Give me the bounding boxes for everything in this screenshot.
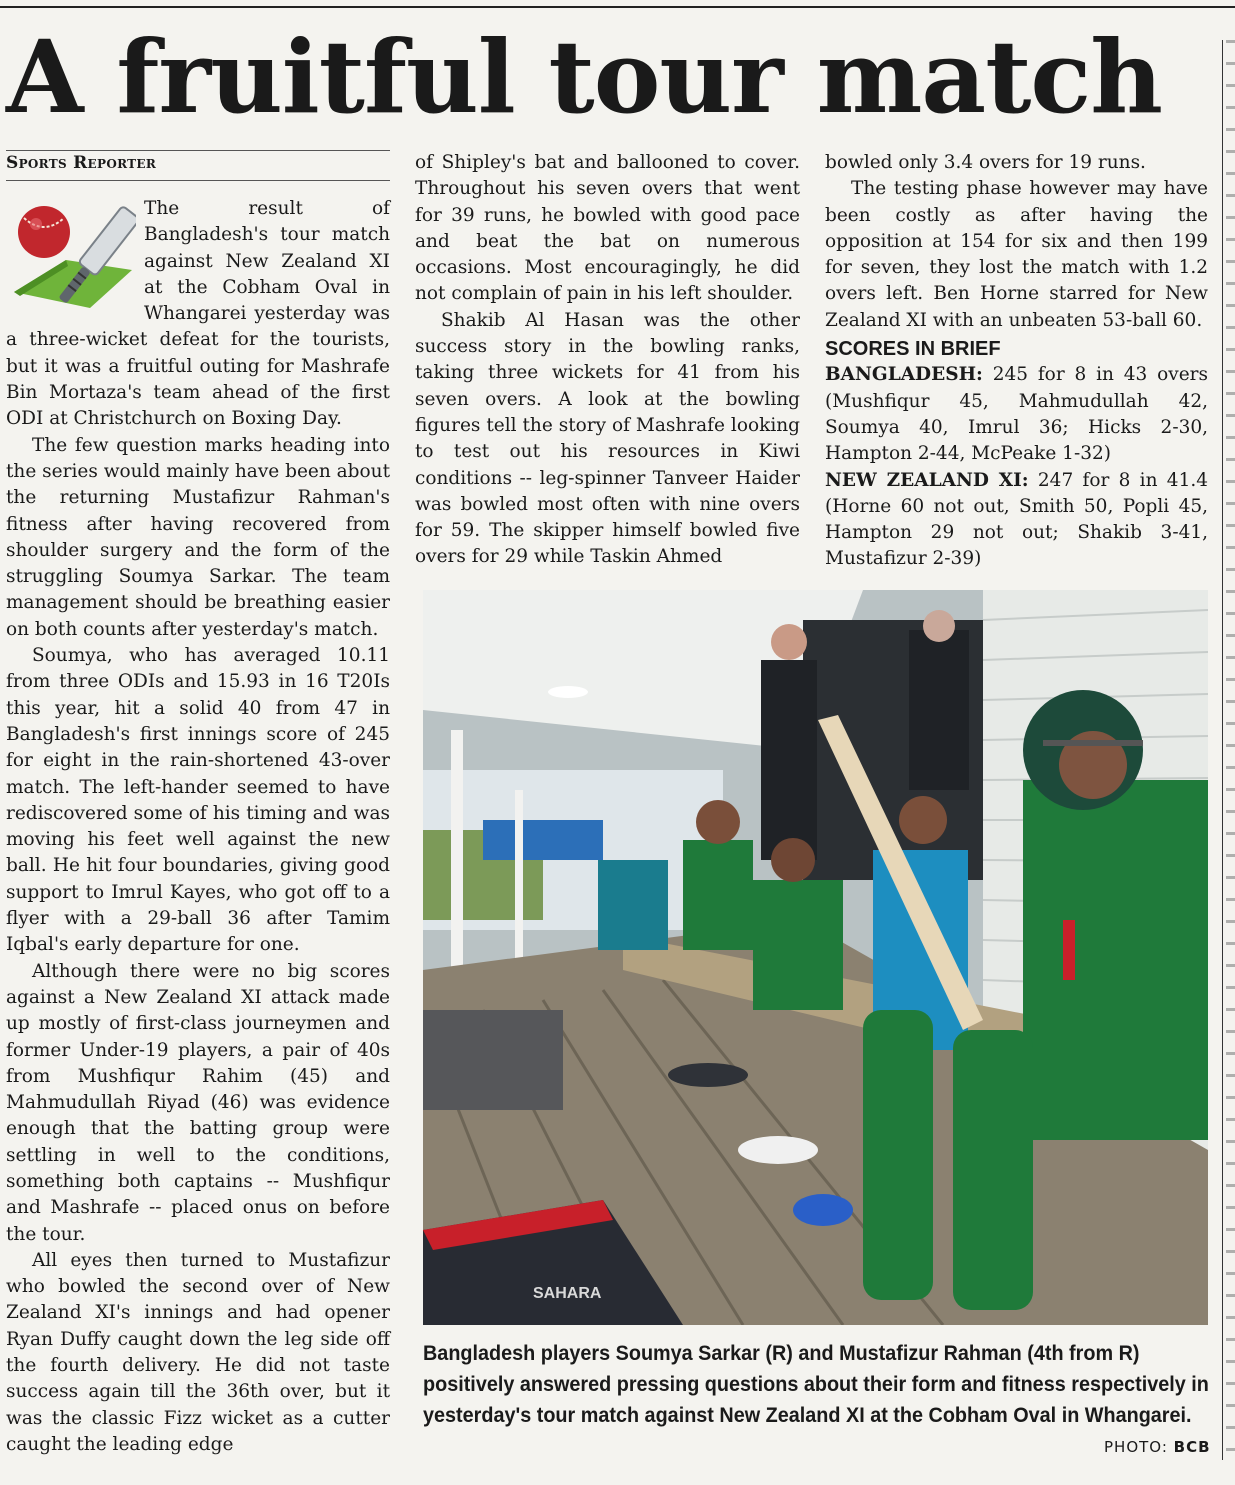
shoe [738,1136,818,1164]
paragraph: bowled only 3.4 overs for 19 runs. [825,152,1146,173]
byline-rule-bottom [6,180,390,181]
photo-credit [1104,1438,1211,1456]
headline: A fruitful tour match [6,18,1163,136]
paragraph: The few question marks heading into the series would mainly have been about the returning Mustafizur Rahman's fitness after having recovered from shoulder surgery and the form of the struggling Soumya Sarkar. The team management should be breathing easier on both counts after yesterday's match. [6,434,391,640]
article-column-3 [825,150,1208,573]
ceiling-light [548,686,588,698]
photo-caption: Bangladesh players Soumya Sarkar (R) and Mustafizur Rahman (4th from R) positively answered pressing questions about their form and fitness respectively in yesterday's tour match against New Zealand XI at the Cobham Oval in Whangarei. [423,1341,1209,1427]
paragraph: Soumya, who has averaged 10.11 from three ODIs and 15.93 in 16 T20Is this year, hit a solid 40 from 47 in Bangladesh's first innings score of 245 for eight in the rain-shortened 43-over match. The left-hander seemed to have rediscovered some of his timing and was moving his feet well against the new ball. He hit four boundaries, giving good support to Imrul Kayes, who got off to a flyer with a 29-ball 36 after Tamim Iqbal's early departure for one. [6,645,390,956]
paragraph: The result of Bangladesh's tour match against New Zealand XI at the Cobham Oval in Whangarei yesterday was a three-wicket defeat for the tourists, but it was a fruitful outing for Mashrafe Bin Mortaza's team ahead of the first ODI at Christchurch on Boxing Day. [6,198,390,430]
veranda-post [451,730,463,990]
team-name: BANGLADESH: [825,364,983,386]
batting-pad [953,1030,1033,1310]
scores-new-zealand [825,468,1208,573]
doormat [423,1010,563,1110]
veranda-post [515,790,523,980]
batting-pad [863,1010,933,1300]
shoe [793,1194,853,1226]
credit-label: PHOTO: [1104,1438,1174,1456]
adjacent-article-edge [1226,40,1235,1460]
pavilion-scene [423,590,1208,1325]
paragraph: Although there were no big scores against a New Zealand XI attack made up mostly of first-class journeymen and former Under-19 players, a pair of 40s from Mushfiqur Rahim (45) and Mahmudullah Riyad (46) was evidence enough that the batting group were settling in well to the conditions, something both captains -- Mushfiqur and Mashrafe -- placed onus on before the tour. [6,960,390,1245]
blue-tent [483,820,603,860]
official-standing [761,660,817,860]
cricket-icon [6,196,136,318]
bag-label: SAHARA [533,1285,602,1302]
column-rule [1222,40,1223,1460]
top-rule [0,6,1235,8]
scores-bangladesh [825,362,1208,467]
byline-rule-top [6,150,390,151]
team-name: NEW ZEALAND XI: [825,469,1029,491]
paragraph: All eyes then turned to Mustafizur who bowled the second over of New Zealand XI's innings and had opener Ryan Duffy caught down the leg side off the fourth delivery. He did not taste success again till the 36th over, but it was the classic Fizz wicket as a cutter caught the leading edge [6,1249,390,1455]
article-column-2 [415,150,800,571]
shoe [668,1063,748,1087]
score-line: 245 for 8 in 43 overs (Mushfiqur 45, Mahmudullah 42, Soumya 40, Imrul 36; Hicks 2-30, Hampton 2-44, McPeake 1-32) [825,364,1208,465]
byline: Sports Reporter [6,153,157,173]
paragraph: The testing phase however may have been costly as after having the opposition at 154 for six and then 199 for seven, they lost the match with 1.2 overs left. Ben Horne starred for New Zealand XI with an unbeaten 53-ball 60. [825,178,1208,331]
score-line: 247 for 8 in 41.4 (Horne 60 not out, Smith 50, Popli 45, Hampton 29 not out; Shakib 3-41, Mustafizur 2-39) [825,469,1208,570]
article-column-1 [6,196,390,1458]
news-photo [423,590,1208,1325]
official-standing [909,630,969,790]
paragraph: Shakib Al Hasan was the other success story in the bowling ranks, taking three wickets for 41 from his seven overs. A look at the bowling figures tell the story of Mashrafe looking to test out his resources in Kiwi conditions -- leg-spinner Tanveer Haider was bowled most often with nine overs for 59. The skipper himself bowled five overs for 29 while Taskin Ahmed [415,309,800,568]
scores-heading: SCORES IN BRIEF [825,338,1001,361]
ball-icon [18,206,70,258]
paragraph: of Shipley's bat and ballooned to cover. Throughout his seven overs that went for 39 runs, he bowled with good pace and beat the bat on numerous occasions. Most encouragingly, he did not complain of pain in his left shoulder. [415,152,800,305]
credit-name: BCB [1173,1438,1211,1456]
